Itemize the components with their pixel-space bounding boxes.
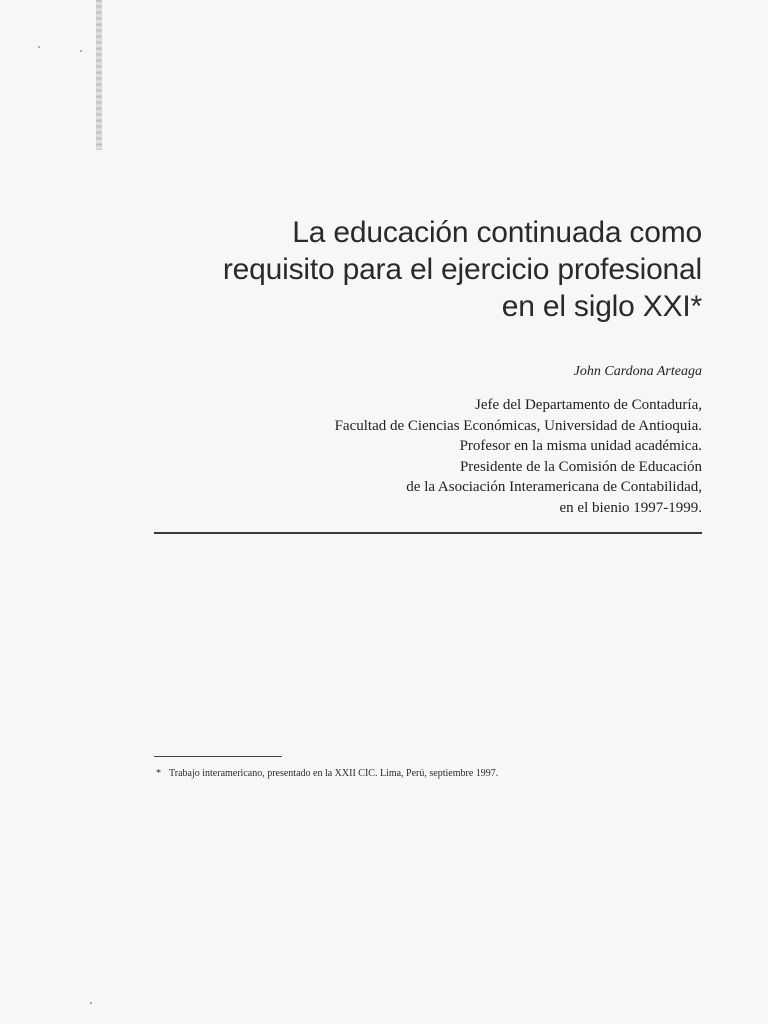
footnote-divider [154, 756, 282, 757]
affiliation-line: de la Asociación Interamericana de Contabilidad, [406, 479, 702, 495]
affiliation-line: Profesor en la misma unidad académica. [459, 438, 702, 454]
footnote [156, 768, 498, 779]
footnote-text: Trabajo interamericano, presentado en la XXII CIC. Lima, Perú, septiembre 1997. [169, 768, 499, 779]
affiliation-line: Facultad de Ciencias Económicas, Universidad de Antioquia. [334, 417, 702, 434]
scan-speck [80, 50, 82, 52]
title-line-1: La educación continuada como [292, 216, 702, 249]
author-affiliation [182, 395, 702, 518]
scan-speck [90, 1002, 92, 1004]
affiliation-line: en el bienio 1997-1999. [559, 499, 702, 516]
footnote-mark: * [156, 768, 161, 779]
title-line-3: en el siglo XXI* [501, 290, 702, 323]
affiliation-line: Jefe del Departamento de Contaduría, [475, 397, 702, 413]
scan-speck [38, 46, 40, 48]
article-title [142, 214, 702, 325]
author-name: John Cardona Arteaga [573, 364, 702, 379]
title-line-2: requisito para el ejercicio profesional [222, 253, 702, 286]
header-divider [154, 532, 702, 534]
scan-binding-edge [96, 0, 102, 150]
affiliation-line: Presidente de la Comisión de Educación [459, 458, 702, 475]
